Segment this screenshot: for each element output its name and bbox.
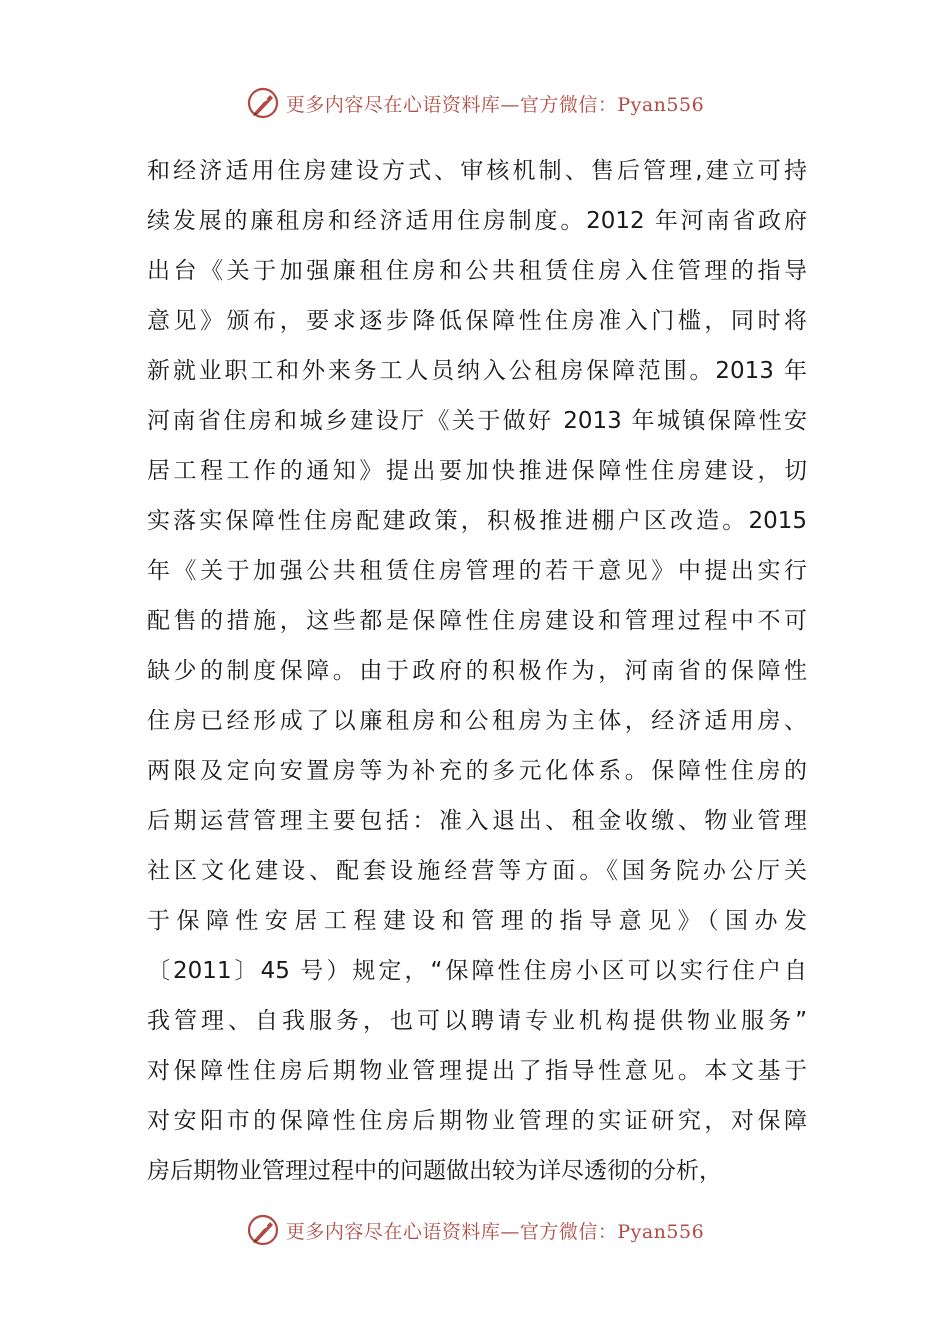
text-line: 对安阳市的保障性住房后期物业管理的实证研究，对保障 [147, 1108, 807, 1134]
text-line: 后期运营管理主要包括：准入退出、租金收缴、物业管理 [147, 808, 807, 834]
text-line: 续发展的廉租房和经济适用住房制度。2012 年河南省政府 [147, 208, 807, 234]
text-line: 配售的措施，这些都是保障性住房建设和管理过程中不可 [147, 608, 807, 634]
text-line: 两限及定向安置房等为补充的多元化体系。保障性住房的 [147, 758, 807, 784]
header-banner-text: 更多内容尽在心语资料库—官方微信：Pyan556 [285, 93, 705, 116]
text-line: 〔2011〕45 号）规定，“保障性住房小区可以实行住户自 [147, 958, 807, 984]
text-line: 实落实保障性住房配建政策，积极推进棚户区改造。2015 [147, 508, 807, 534]
pen-logo-icon [246, 1213, 280, 1247]
text-line: 居工程工作的通知》提出要加快推进保障性住房建设，切 [147, 458, 807, 484]
text-line: 年《关于加强公共租赁住房管理的若干意见》中提出实行 [147, 558, 807, 584]
text-line: 缺少的制度保障。由于政府的积极作为，河南省的保障性 [147, 658, 807, 684]
text-line: 河南省住房和城乡建设厅《关于做好 2013 年城镇保障性安 [147, 408, 807, 434]
text-line: 于保障性安居工程建设和管理的指导意见》（国办发 [147, 908, 807, 934]
text-line: 住房已经形成了以廉租房和公租房为主体，经济适用房、 [147, 708, 807, 734]
text-line: 房后期物业管理过程中的问题做出较为详尽透彻的分析， [147, 1158, 722, 1184]
header-banner [0, 83, 950, 123]
text-line: 我管理、自我服务，也可以聘请专业机构提供物业服务” [147, 1008, 807, 1034]
pen-logo-icon [246, 86, 280, 120]
text-line: 社区文化建设、配套设施经营等方面。《国务院办公厅关 [147, 858, 807, 884]
text-line: 出台《关于加强廉租住房和公共租赁住房入住管理的指导 [147, 258, 807, 284]
text-line: 和经济适用住房建设方式、审核机制、售后管理,建立可持 [147, 158, 807, 184]
document-body [147, 146, 807, 1196]
text-line: 意见》颁布，要求逐步降低保障性住房准入门槛，同时将 [147, 308, 807, 334]
footer-banner-text: 更多内容尽在心语资料库—官方微信：Pyan556 [285, 1220, 705, 1243]
footer-banner [0, 1210, 950, 1250]
text-line: 新就业职工和外来务工人员纳入公租房保障范围。2013 年 [147, 358, 807, 384]
text-line: 对保障性住房后期物业管理提出了指导性意见。本文基于 [147, 1058, 807, 1084]
